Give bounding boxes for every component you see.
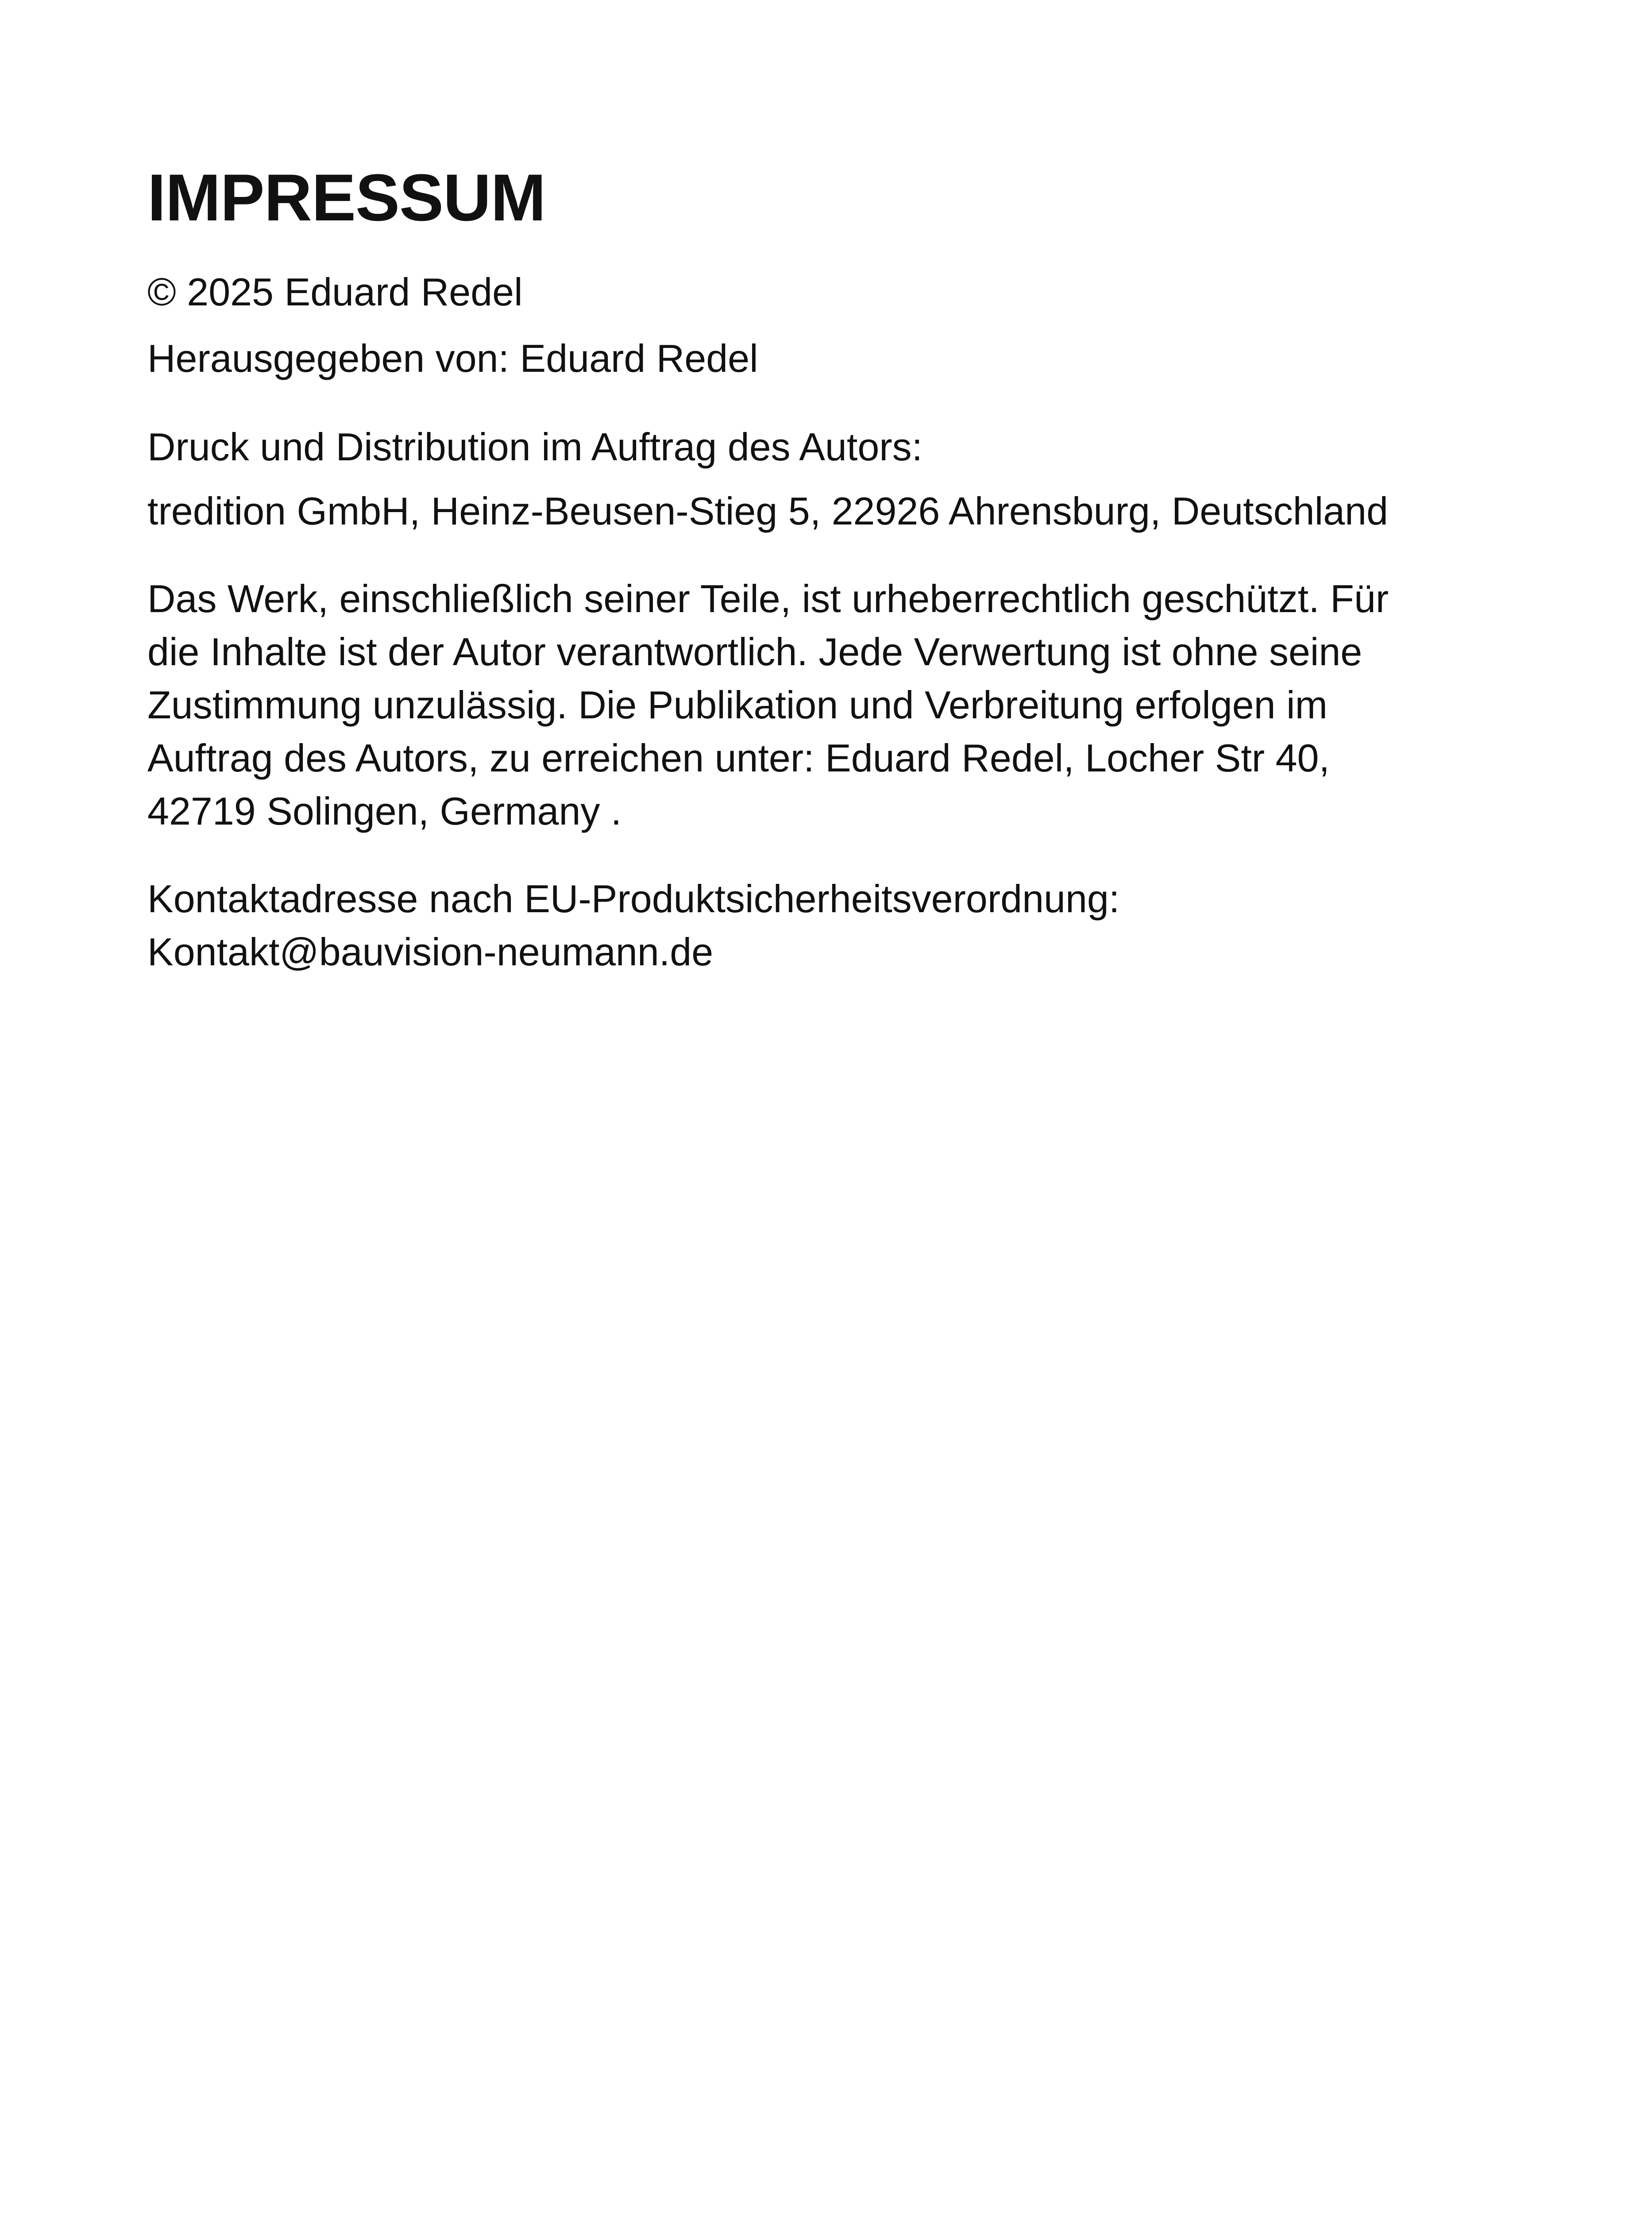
legal-notice-line: Auftrag des Autors, zu erreichen unter: Eduard Redel, Locher Str 40, xyxy=(147,736,1330,780)
contact-email: Kontakt@bauvision-neumann.de xyxy=(147,930,714,974)
legal-notice-line: Das Werk, einschließlich seiner Teile, ist urheberrechtlich geschützt. Für xyxy=(147,577,1389,621)
copyright-line: © 2025 Eduard Redel xyxy=(147,270,523,314)
print-distribution-label: Druck und Distribution im Auftrag des Autors: xyxy=(147,425,923,469)
legal-notice-line: die Inhalte ist der Autor verantwortlich. Jede Verwertung ist ohne seine xyxy=(147,630,1363,674)
contact-label: Kontaktadresse nach EU-Produktsicherheitsverordnung: xyxy=(147,877,1120,921)
print-distribution-address: tredition GmbH, Heinz-Beusen-Stieg 5, 22926 Ahrensburg, Deutschland xyxy=(147,489,1388,533)
publisher-line: Herausgegeben von: Eduard Redel xyxy=(147,336,758,380)
contact-section xyxy=(147,872,1520,979)
legal-notice-line: 42719 Solingen, Germany . xyxy=(147,789,622,833)
legal-notice-line: Zustimmung unzulässig. Die Publikation und Verbreitung erfolgen im xyxy=(147,683,1328,727)
impressum-page xyxy=(147,159,1520,979)
legal-notice xyxy=(147,572,1520,838)
page-title: IMPRESSUM xyxy=(147,160,546,235)
